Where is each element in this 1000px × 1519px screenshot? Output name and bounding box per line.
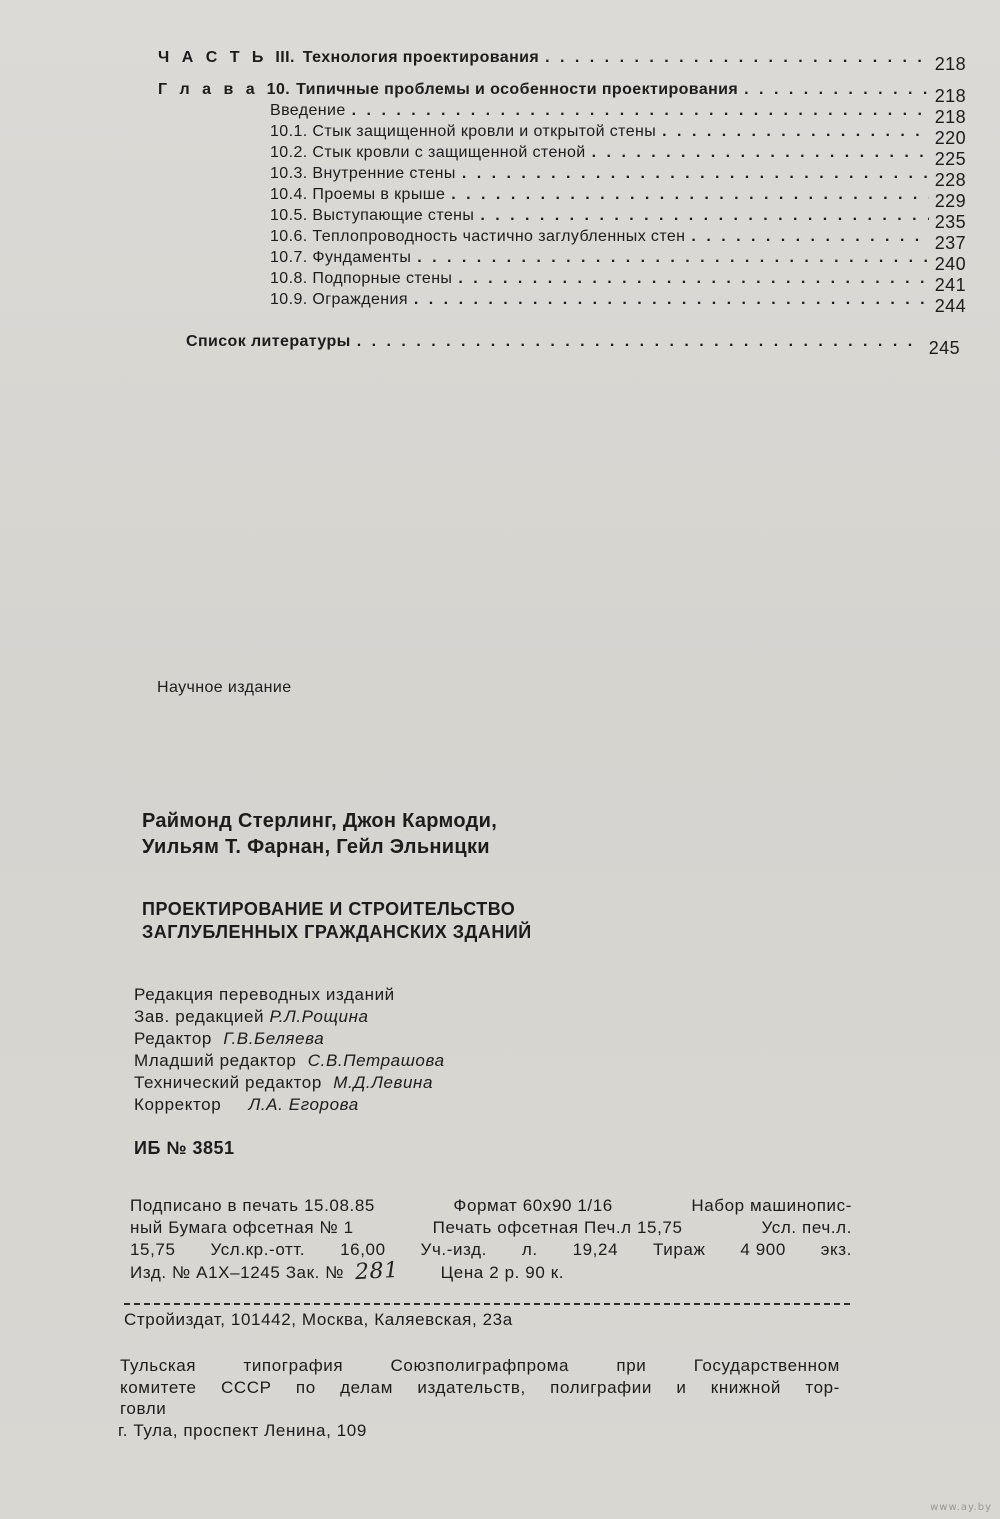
- imprint-item: 15,75: [130, 1240, 176, 1259]
- handwritten-order-number: 281: [354, 1257, 400, 1286]
- imprint-order-line: [130, 1257, 565, 1286]
- credit-role: Зав. редакцией: [134, 1007, 265, 1026]
- watermark: www.ay.by: [930, 1502, 992, 1513]
- printer-word: Тульская: [120, 1356, 197, 1375]
- imprint-item: 4 900: [740, 1240, 786, 1259]
- printer-word: при: [616, 1356, 647, 1375]
- toc-section-row: [270, 122, 966, 148]
- toc-section-row: [270, 269, 966, 295]
- printer-word: и: [676, 1378, 687, 1397]
- toc-section-label: 10.9. Ограждения: [270, 291, 408, 308]
- printer-address: г. Тула, проспект Ленина, 109: [118, 1421, 367, 1440]
- toc-section-label: 10.8. Подпорные стены: [270, 270, 453, 287]
- toc-section-label: 10.4. Проемы в крыше: [270, 186, 446, 203]
- toc-leader: [451, 185, 929, 205]
- book-title-line: ЗАГЛУБЛЕННЫХ ГРАЖДАНСКИХ ЗДАНИЙ: [142, 922, 532, 942]
- toc-section-row: [270, 248, 966, 274]
- credit-row: [134, 1073, 433, 1093]
- toc-section-page: 235: [934, 212, 966, 232]
- credit-role: Младший редактор: [134, 1051, 297, 1070]
- toc-section-label: Введение: [270, 102, 346, 119]
- toc-leader: [480, 206, 928, 226]
- printer-line: [120, 1355, 840, 1377]
- printer-word: Государственном: [693, 1356, 840, 1375]
- printer-word: по: [295, 1378, 316, 1397]
- imprint-item: Формат 60x90 1/16: [453, 1196, 613, 1215]
- publisher-address: Стройиздат, 101442, Москва, Каляевская, 23а: [124, 1310, 513, 1329]
- toc-section-page: 229: [934, 191, 966, 211]
- imprint-line: [130, 1239, 852, 1261]
- credits-department: Редакция переводных изданий: [134, 985, 395, 1004]
- printer-word: СССР: [220, 1378, 272, 1397]
- imprint-item: 16,00: [340, 1240, 386, 1259]
- imprint-item: Усл. печ.л.: [761, 1218, 852, 1237]
- toc-section-page: 220: [934, 128, 966, 148]
- toc-section-page: 240: [934, 254, 966, 274]
- toc-leader: [414, 290, 929, 310]
- toc-leader: [352, 101, 929, 121]
- imprint-order-prefix: Изд. № А1Х–1245 Зак. №: [130, 1263, 345, 1282]
- toc-section-label: 10.5. Выступающие стены: [270, 207, 475, 224]
- imprint-item: Подписано в печать 15.08.85: [130, 1196, 375, 1215]
- imprint-item: ный Бумага офсетная № 1: [130, 1218, 354, 1237]
- toc-chapter-row: [158, 80, 966, 106]
- credit-name: Л.А. Егорова: [248, 1095, 359, 1114]
- toc-references-row: [186, 332, 960, 358]
- credit-role: Редактор: [134, 1029, 212, 1048]
- credit-row: [134, 1007, 369, 1027]
- toc-section-label: 10.2. Стык кровли с защищенной стеной: [270, 144, 586, 161]
- toc-part-title: Технология проектирования: [302, 49, 540, 66]
- credit-name: Р.Л.Рощина: [269, 1007, 369, 1026]
- toc-section-row: [270, 206, 966, 232]
- toc-section-page: 241: [934, 275, 966, 295]
- imprint-item: Печать офсетная Печ.л 15,75: [432, 1218, 683, 1237]
- imprint-item: Усл.кр.-отт.: [210, 1240, 306, 1259]
- toc-part-row: [158, 48, 966, 74]
- toc-chapter-prefix: Г л а в а: [158, 81, 259, 98]
- toc-section-row: [270, 101, 966, 127]
- toc-section-row: [270, 290, 966, 316]
- printer-line: говли: [120, 1399, 167, 1418]
- toc-chapter-page: 218: [934, 86, 966, 106]
- credit-role: Корректор: [134, 1095, 222, 1114]
- printer-word: тор-: [805, 1378, 840, 1397]
- toc-leader: [417, 248, 929, 268]
- edition-type: Научное издание: [157, 679, 292, 696]
- toc-leader: [462, 164, 929, 184]
- toc-section-label: 10.7. Фундаменты: [270, 249, 412, 266]
- toc-part-numeral: III.: [275, 49, 295, 66]
- ib-number: ИБ № 3851: [134, 1138, 235, 1158]
- toc-section-page: 225: [934, 149, 966, 169]
- divider-rule: [124, 1303, 850, 1305]
- toc-section-page: 237: [934, 233, 966, 253]
- imprint-line: [130, 1217, 852, 1239]
- credit-row: [134, 1095, 359, 1115]
- credit-row: [134, 1051, 445, 1071]
- toc-part-page: 218: [934, 54, 966, 74]
- credit-row: [134, 1029, 324, 1049]
- printer-word: типография: [243, 1356, 344, 1375]
- printer-word: комитете: [120, 1378, 197, 1397]
- credit-name: С.В.Петрашова: [307, 1051, 445, 1070]
- toc-section-page: 218: [934, 107, 966, 127]
- toc-section-label: 10.1. Стык защищенной кровли и открытой стены: [270, 123, 657, 140]
- printer-line: [120, 1377, 840, 1399]
- toc-leader: [592, 143, 929, 163]
- toc-section-page: 244: [934, 296, 966, 316]
- toc-section-row: [270, 227, 966, 253]
- toc-section-label: 10.6. Теплопроводность частично заглубленных стен: [270, 228, 686, 245]
- toc-references-page: 245: [928, 338, 960, 358]
- toc-chapter-number: 10.: [266, 81, 291, 98]
- credit-name: Г.В.Беляева: [223, 1029, 325, 1048]
- printer-word: издательств,: [417, 1378, 526, 1397]
- toc-leader: [357, 332, 923, 352]
- toc-section-label: 10.3. Внутренние стены: [270, 165, 456, 182]
- book-title-line: ПРОЕКТИРОВАНИЕ И СТРОИТЕЛЬСТВО: [142, 899, 516, 919]
- printer-word: делам: [340, 1378, 394, 1397]
- imprint-price: Цена 2 р. 90 к.: [440, 1263, 565, 1282]
- toc-leader: [545, 48, 929, 68]
- toc-leader: [744, 80, 929, 100]
- toc-references-label: Список литературы: [186, 333, 351, 350]
- author-line: Уильям Т. Фарнан, Гейл Эльницки: [142, 836, 490, 858]
- toc-section-page: 228: [934, 170, 966, 190]
- printer-word: книжной: [710, 1378, 782, 1397]
- toc-leader: [458, 269, 928, 289]
- toc-section-row: [270, 143, 966, 169]
- imprint-item: экз.: [820, 1240, 852, 1259]
- credit-role: Технический редактор: [134, 1073, 322, 1092]
- imprint-item: Уч.-изд.: [420, 1240, 487, 1259]
- imprint-item: Набор машинопис-: [691, 1196, 852, 1215]
- toc-leader: [691, 227, 928, 247]
- toc-leader: [662, 122, 929, 142]
- imprint-item: л.: [521, 1240, 538, 1259]
- toc-part-prefix: Ч А С Т Ь: [158, 49, 268, 66]
- credit-name: М.Д.Левина: [333, 1073, 434, 1092]
- toc-chapter-title: Типичные проблемы и особенности проектирования: [296, 81, 739, 98]
- imprint-item: 19,24: [572, 1240, 619, 1259]
- printer-word: Союзполиграфпрома: [390, 1356, 570, 1375]
- imprint-line: [130, 1195, 852, 1217]
- imprint-item: Тираж: [653, 1240, 706, 1259]
- toc-section-row: [270, 164, 966, 190]
- printer-word: полиграфии: [550, 1378, 652, 1397]
- toc-section-row: [270, 185, 966, 211]
- author-line: Раймонд Стерлинг, Джон Кармоди,: [142, 810, 498, 832]
